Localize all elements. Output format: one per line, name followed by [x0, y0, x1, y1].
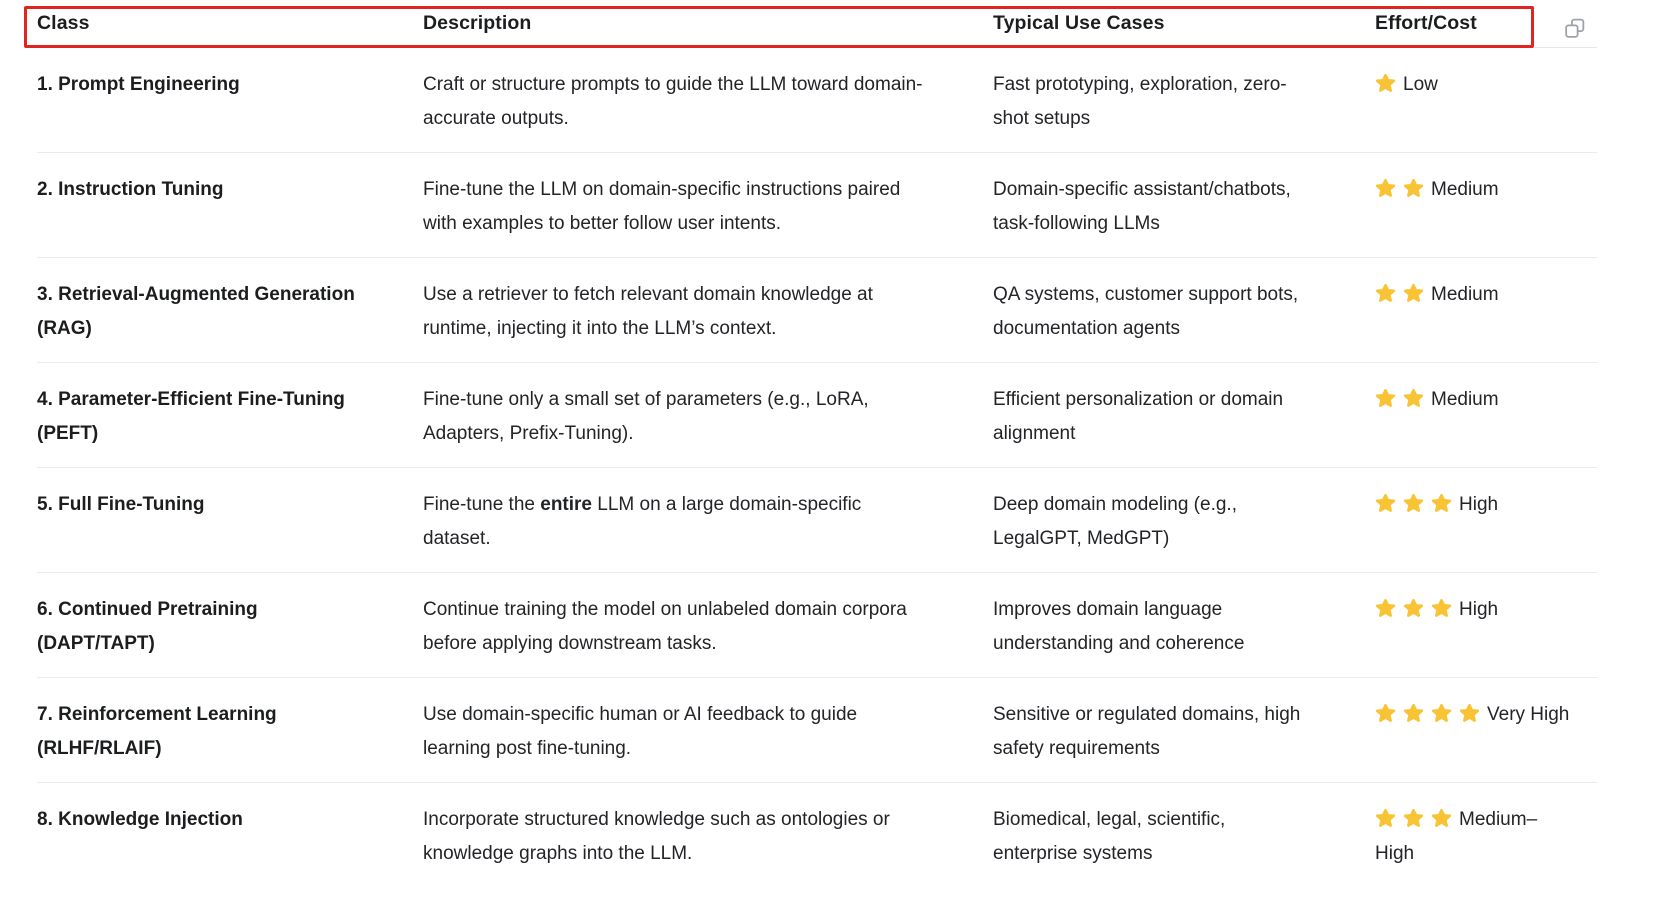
- effort-cost-cell: [1375, 383, 1597, 451]
- effort-label: Medium: [1431, 284, 1499, 305]
- table-row: [37, 782, 1597, 887]
- description-text: Fine-tune only a small set of parameters (e.g., LoRA, Adapters, Prefix-Tuning).: [423, 389, 869, 444]
- description-text: Craft or structure prompts to guide the LLM toward domain-accurate outputs.: [423, 74, 923, 129]
- column-header-effort-cost: Effort/Cost: [1375, 12, 1477, 34]
- description-cell: [423, 173, 993, 241]
- effort-label: High: [1459, 599, 1499, 620]
- effort-cost-cell: [1375, 173, 1597, 241]
- table-row: [37, 572, 1597, 677]
- star-icon: [1375, 73, 1396, 94]
- description-cell: [423, 698, 993, 766]
- star-icon: [1403, 178, 1424, 199]
- star-icon: [1375, 703, 1396, 724]
- star-icon: [1431, 493, 1452, 514]
- use-cases-cell: QA systems, customer support bots, documentation agents: [993, 284, 1299, 339]
- star-icon: [1375, 178, 1396, 199]
- star-icon: [1375, 283, 1396, 304]
- column-header-class: Class: [37, 12, 90, 34]
- class-cell: 6. Continued Pretraining (DAPT/TAPT): [37, 599, 258, 654]
- effort-label: Very High: [1487, 704, 1570, 725]
- description-text: Fine-tune the LLM on domain-specific instructions paired with examples to better follow user intents.: [423, 179, 901, 234]
- table-row: [37, 257, 1597, 362]
- star-icon: [1403, 703, 1424, 724]
- use-cases-cell: Biomedical, legal, scientific, enterprise systems: [993, 809, 1226, 864]
- star-icon: [1375, 598, 1396, 619]
- effort-label: Medium– High: [1375, 809, 1538, 864]
- use-cases-cell: Improves domain language understanding and coherence: [993, 599, 1245, 654]
- effort-label: Low: [1403, 74, 1438, 95]
- star-icon: [1375, 493, 1396, 514]
- class-cell: 1. Prompt Engineering: [37, 74, 240, 95]
- column-header-description: Description: [423, 12, 532, 34]
- description-text: Incorporate structured knowledge such as ontologies or knowledge graphs into the LLM.: [423, 809, 890, 864]
- table-body: [37, 48, 1597, 887]
- description-text: LLM on a large domain-specific dataset.: [423, 494, 862, 549]
- description-cell: [423, 803, 993, 871]
- description-cell: [423, 383, 993, 451]
- star-icon: [1375, 388, 1396, 409]
- description-text: Continue training the model on unlabeled domain corpora before applying downstream tasks.: [423, 599, 907, 654]
- description-text: Use a retriever to fetch relevant domain knowledge at runtime, injecting it into the LLM’s context.: [423, 284, 873, 339]
- description-bold-text: entire: [540, 494, 592, 515]
- star-icon: [1403, 493, 1424, 514]
- star-icon: [1431, 598, 1452, 619]
- star-icon: [1375, 808, 1396, 829]
- use-cases-cell: Deep domain modeling (e.g., LegalGPT, MedGPT): [993, 494, 1237, 549]
- column-header-use-cases: Typical Use Cases: [993, 12, 1165, 34]
- table-header-row: [37, 0, 1597, 48]
- class-cell: 4. Parameter-Efficient Fine-Tuning (PEFT): [37, 389, 345, 444]
- adaptation-methods-table: [37, 0, 1597, 887]
- description-text: Fine-tune the: [423, 494, 541, 515]
- star-icon: [1459, 703, 1480, 724]
- use-cases-cell: Domain-specific assistant/chatbots, task-following LLMs: [993, 179, 1291, 234]
- class-cell: 7. Reinforcement Learning (RLHF/RLAIF): [37, 704, 277, 759]
- description-cell: [423, 593, 993, 661]
- table-row: [37, 362, 1597, 467]
- class-cell: 2. Instruction Tuning: [37, 179, 224, 200]
- copy-table-button[interactable]: [1554, 9, 1594, 47]
- star-icon: [1403, 283, 1424, 304]
- description-text: Use domain-specific human or AI feedback to guide learning post fine-tuning.: [423, 704, 858, 759]
- class-cell: 5. Full Fine-Tuning: [37, 494, 205, 515]
- description-cell: [423, 278, 993, 346]
- description-cell: [423, 68, 993, 136]
- description-cell: [423, 488, 993, 556]
- effort-cost-cell: [1375, 803, 1597, 871]
- star-icon: [1431, 703, 1452, 724]
- copy-icon: [1562, 16, 1587, 41]
- effort-cost-cell: [1375, 698, 1597, 766]
- table-row: [37, 467, 1597, 572]
- use-cases-cell: Efficient personalization or domain alignment: [993, 389, 1284, 444]
- effort-cost-cell: [1375, 68, 1597, 136]
- star-icon: [1403, 598, 1424, 619]
- effort-cost-cell: [1375, 593, 1597, 661]
- star-icon: [1403, 388, 1424, 409]
- class-cell: 3. Retrieval-Augmented Generation (RAG): [37, 284, 355, 339]
- star-icon: [1403, 808, 1424, 829]
- table-row: [37, 677, 1597, 782]
- use-cases-cell: Sensitive or regulated domains, high safety requirements: [993, 704, 1301, 759]
- table-row: [37, 48, 1597, 152]
- effort-label: Medium: [1431, 179, 1499, 200]
- class-cell: 8. Knowledge Injection: [37, 809, 243, 830]
- table-row: [37, 152, 1597, 257]
- effort-label: High: [1459, 494, 1499, 515]
- effort-cost-cell: [1375, 488, 1597, 556]
- effort-cost-cell: [1375, 278, 1597, 346]
- use-cases-cell: Fast prototyping, exploration, zero-shot setups: [993, 74, 1287, 129]
- effort-label: Medium: [1431, 389, 1499, 410]
- star-icon: [1431, 808, 1452, 829]
